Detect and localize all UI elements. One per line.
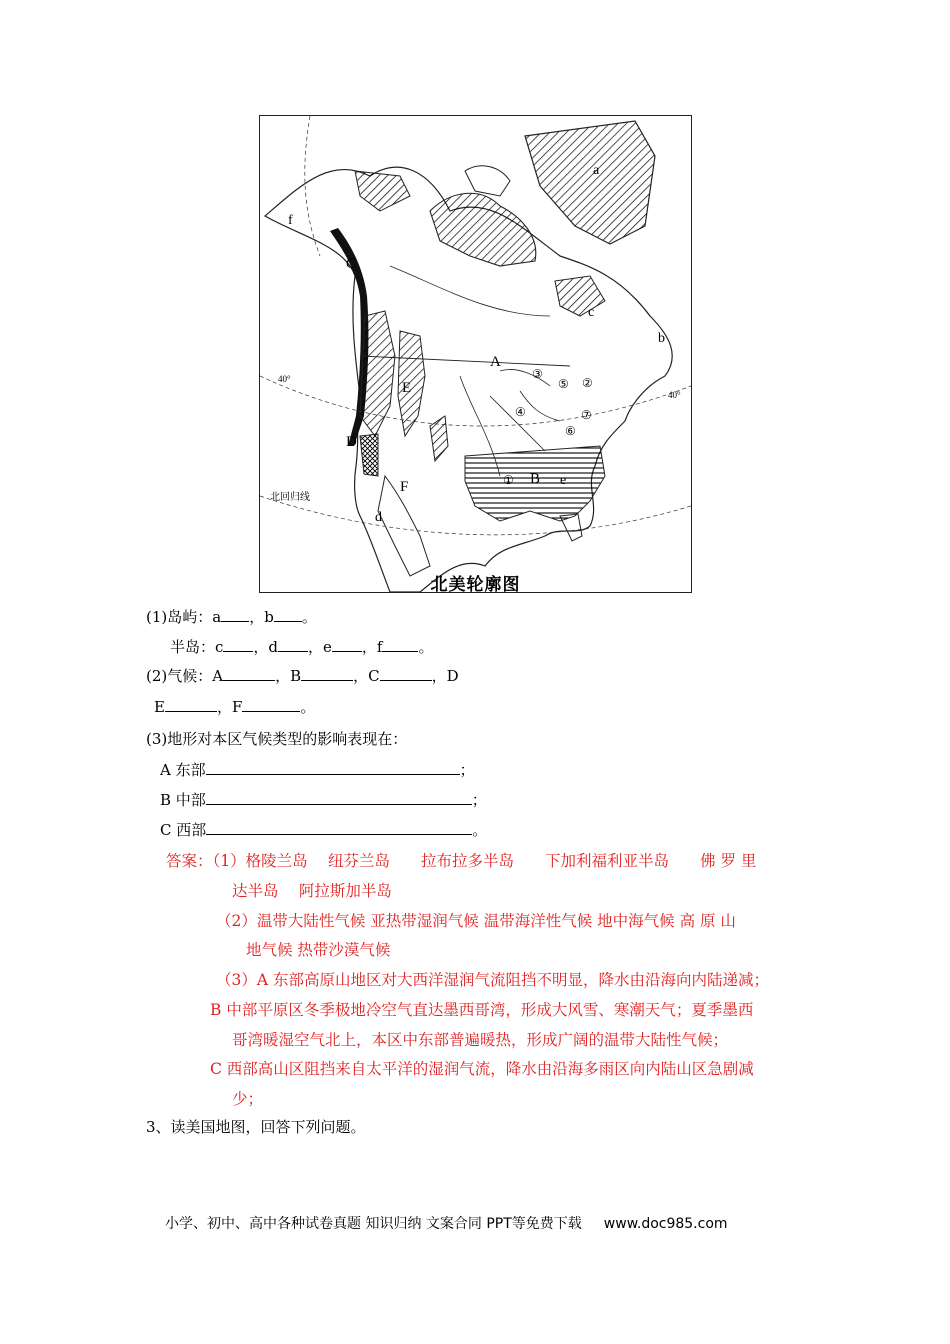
map-label-a: a bbox=[593, 163, 600, 178]
q3-a-end: ； bbox=[459, 761, 475, 779]
blank-A[interactable] bbox=[223, 666, 275, 681]
map-label-n3: ③ bbox=[532, 367, 543, 381]
map-label-lat40-west: 40° bbox=[278, 374, 291, 384]
blank-d[interactable] bbox=[278, 637, 308, 652]
blank-C[interactable] bbox=[380, 666, 432, 681]
q2-sep-D: ，D bbox=[431, 667, 459, 685]
map-label-tropic: 北回归线 bbox=[270, 492, 310, 503]
blank-q3-b[interactable] bbox=[206, 790, 472, 805]
q2-prefix: (2)气候：A bbox=[146, 667, 224, 685]
blank-q3-a[interactable] bbox=[206, 760, 460, 775]
q1-end2: 。 bbox=[418, 638, 434, 656]
answer-line-3: （2）温带大陆性气候 亚热带湿润气候 温带海洋性气候 地中海气候 高 原 山 bbox=[216, 912, 736, 930]
q3-a-label: A 东部 bbox=[160, 761, 206, 779]
footer-text: 小学、初中、高中各种试卷真题 知识归纳 文案合同 PPT等免费下载 bbox=[165, 1216, 582, 1232]
q2-line2 bbox=[154, 697, 315, 717]
answer-line-8: C 西部高山区阻挡来自太平洋的湿润气流，降水由沿海多雨区向内陆山区急剧减 bbox=[210, 1060, 754, 1078]
next-question: 3、读美国地图，回答下列问题。 bbox=[146, 1118, 366, 1136]
map-label-n1: ① bbox=[503, 473, 514, 487]
q1-sep-d: ，d bbox=[253, 638, 279, 656]
blank-a[interactable] bbox=[221, 607, 249, 622]
q2-line2-prefix: E bbox=[154, 698, 165, 716]
map-caption: 北美轮廓图 bbox=[430, 575, 521, 595]
q1-islands-line bbox=[146, 607, 317, 627]
map-label-E: E bbox=[402, 380, 412, 396]
answer-line-6: B 中部平原区冬季极地冷空气直达墨西哥湾，形成大风雪、寒潮天气；夏季墨西 bbox=[210, 1001, 754, 1019]
map-label-C: C bbox=[346, 256, 357, 272]
map-label-b: b bbox=[658, 331, 665, 346]
map-label-D: D bbox=[346, 434, 357, 450]
blank-b[interactable] bbox=[274, 607, 302, 622]
arctic-islands bbox=[430, 193, 536, 266]
blank-f[interactable] bbox=[382, 637, 418, 652]
blank-c[interactable] bbox=[223, 637, 253, 652]
q3-b-line bbox=[160, 790, 487, 810]
q2-line1 bbox=[146, 666, 459, 686]
q3-title: (3)地形对本区气候类型的影响表现在： bbox=[146, 730, 408, 748]
q1-sep-e: ，e bbox=[308, 638, 332, 656]
q3-c-label: C 西部 bbox=[160, 821, 207, 839]
q3-c-line bbox=[160, 820, 487, 840]
map-label-n5: ⑤ bbox=[558, 377, 569, 391]
map-label-c: c bbox=[588, 305, 595, 320]
q1-islands-prefix: (1)岛屿：a bbox=[146, 608, 222, 626]
q2-sep-C: ，C bbox=[353, 667, 380, 685]
answer-line-7: 哥湾暖湿空气北上，本区中东部普遍暖热，形成广阔的温带大陆性气候； bbox=[232, 1031, 729, 1049]
blank-F[interactable] bbox=[242, 697, 300, 712]
q2-sep-B: ，B bbox=[275, 667, 302, 685]
answer-line-2: 达半岛 阿拉斯加半岛 bbox=[232, 882, 392, 900]
answer-line-4: 地气候 热带沙漠气候 bbox=[246, 941, 391, 959]
footer-url[interactable]: www.doc985.com bbox=[603, 1216, 728, 1232]
q2-sep-F: ，F bbox=[216, 698, 243, 716]
map-label-A: A bbox=[490, 354, 501, 370]
north-america-outline-map bbox=[259, 115, 692, 593]
map-label-n4: ④ bbox=[515, 405, 526, 419]
blank-e[interactable] bbox=[332, 637, 362, 652]
q3-b-end: ； bbox=[471, 791, 487, 809]
map-label-n6: ⑥ bbox=[565, 424, 576, 438]
greenland bbox=[525, 121, 655, 244]
map-label-e: e bbox=[560, 473, 567, 488]
answer-line-9: 少； bbox=[232, 1090, 264, 1108]
q1-sep-f: ，f bbox=[361, 638, 383, 656]
q1-sep-b: ，b bbox=[249, 608, 274, 626]
q3-b-label: B 中部 bbox=[160, 791, 206, 809]
answer-line-5: （3）A 东部高原山地区对大西洋湿润气流阻挡不明显，降水由沿海向内陆递减； bbox=[216, 971, 769, 989]
map-label-n2: ② bbox=[582, 376, 593, 390]
q3-a-line bbox=[160, 760, 475, 780]
blank-E[interactable] bbox=[165, 697, 217, 712]
map-label-n7: ⑦ bbox=[581, 408, 592, 422]
q1-pen-prefix: 半岛：c bbox=[170, 638, 224, 656]
map-label-F: F bbox=[400, 479, 409, 495]
blank-B[interactable] bbox=[301, 666, 353, 681]
map-label-f: f bbox=[288, 213, 293, 228]
q1-peninsula-line bbox=[170, 637, 433, 657]
q1-end1: 。 bbox=[301, 608, 317, 626]
blank-q3-c[interactable] bbox=[206, 820, 472, 835]
answer-line-1: 答案：（1）格陵兰岛 纽芬兰岛 拉布拉多半岛 下加利福利亚半岛 佛 罗 里 bbox=[166, 852, 757, 870]
map-drawing bbox=[260, 116, 691, 592]
map-label-lat40-east: 40° bbox=[668, 390, 681, 400]
map-label-d: d bbox=[375, 510, 382, 525]
page-footer bbox=[165, 1213, 728, 1233]
q2-end: 。 bbox=[300, 698, 316, 716]
map-label-B: B bbox=[530, 471, 541, 487]
q3-c-end: 。 bbox=[472, 821, 488, 839]
